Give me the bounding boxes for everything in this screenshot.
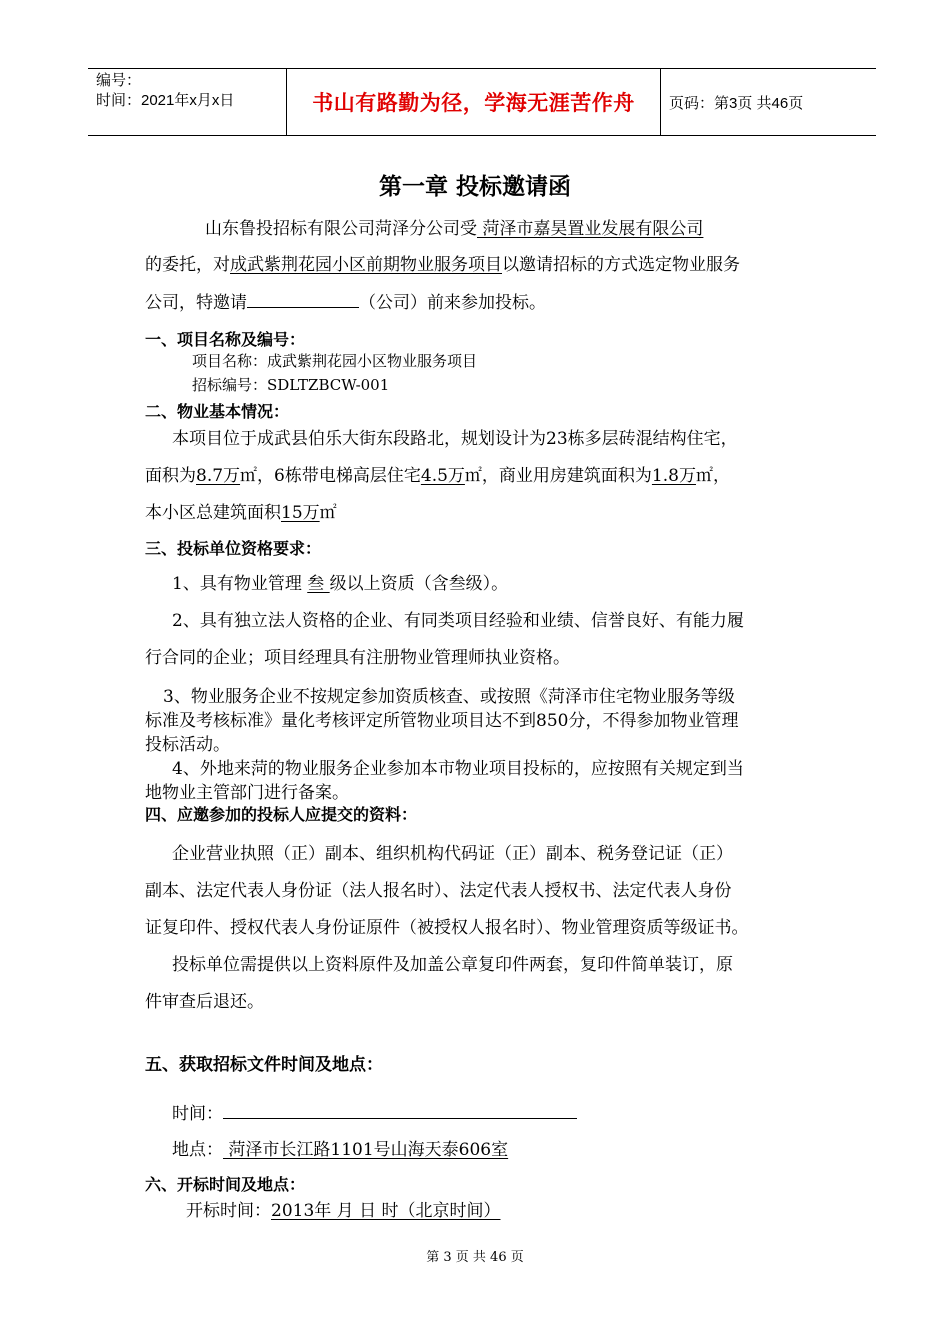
materials-line-2: 副本、法定代表人身份证（法人报名时）、法定代表人授权书、法定代表人身份 (145, 881, 732, 901)
client-name: 菏泽市嘉昊置业发展有限公司 (477, 219, 704, 239)
intro-line-1: 山东鲁投招标有限公司菏泽分公司受 菏泽市嘉昊置业发展有限公司 (205, 219, 704, 239)
chapter-title: 第一章 投标邀请函 (378, 174, 571, 200)
section-1-heading: 一、项目名称及编号： (145, 330, 306, 349)
section-4-heading: 四、应邀参加的投标人应提交的资料： (145, 805, 418, 824)
section-3-heading: 三、投标单位资格要求： (145, 539, 322, 558)
materials-line-5: 件审查后退还。 (145, 992, 264, 1012)
qualification-item-3-line-3: 投标活动。 (145, 735, 230, 755)
collection-time-line: 时间： (172, 1099, 577, 1124)
invitee-blank (247, 291, 359, 308)
header-time: 时间：2021年x月x日 (96, 92, 235, 109)
qualification-item-4-line-2: 地物业主管部门进行备案。 (145, 783, 349, 803)
materials-line-1: 企业营业执照（正）副本、组织机构代码证（正）副本、税务登记证（正） (172, 844, 733, 864)
intro-line-2: 的委托，对成武紫荆花园小区前期物业服务项目以邀请招标的方式选定物业服务 (145, 255, 740, 275)
section-2-heading: 二、物业基本情况： (145, 402, 290, 421)
materials-line-3: 证复印件、授权代表人身份证原件（被授权人报名时）、物业管理资质等级证书。 (145, 918, 749, 938)
opening-time-line: 开标时间：2013年 月 日 时（北京时间） (186, 1201, 501, 1221)
qualification-item-4-line-1: 4、外地来菏的物业服务企业参加本市物业项目投标的，应按照有关规定到当 (172, 759, 744, 779)
header-motto: 书山有路勤为径，学海无涯苦作舟 (287, 69, 661, 135)
property-line-3: 本小区总建筑面积15万㎡ (145, 503, 337, 523)
collection-place: 菏泽市长江路1101号山海天泰606室 (223, 1140, 509, 1160)
collection-time-blank (223, 1102, 577, 1119)
header-meta (88, 69, 287, 135)
qualification-item-3-line-2: 标准及考核标准》量化考核评定所管物业项目达不到850分，不得参加物业管理 (145, 711, 739, 731)
intro-line-3: 公司，特邀请 （公司）前来参加投标。 (145, 293, 546, 313)
tender-code-line: 招标编号：SDLTZBCW-001 (192, 376, 390, 394)
section-6-heading: 六、开标时间及地点： (145, 1175, 306, 1194)
qualification-level: 叁 (307, 574, 330, 594)
qualification-item-1: 1、具有物业管理 叁 级以上资质（含叁级）。 (172, 574, 509, 594)
materials-line-4: 投标单位需提供以上资料原件及加盖公章复印件两套，复印件简单装订，原 (172, 955, 733, 975)
header-number: 编号： (96, 72, 142, 89)
qualification-item-3-line-1: 3、物业服务企业不按规定参加资质核查、或按照《菏泽市住宅物业服务等级 (163, 687, 735, 707)
qualification-item-2-line-1: 2、具有独立法人资格的企业、有同类项目经验和业绩、信誉良好、有能力履 (172, 611, 744, 631)
section-5-heading: 五、获取招标文件时间及地点： (145, 1055, 383, 1075)
opening-time-value: 2013年 月 日 时（北京时间） (271, 1201, 501, 1221)
project-name-underlined: 成武紫荆花园小区前期物业服务项目 (230, 255, 502, 275)
page-header (88, 68, 876, 136)
property-line-2: 面积为8.7万㎡，6栋带电梯高层住宅4.5万㎡，商业用房建筑面积为1.8万㎡， (145, 466, 730, 486)
property-line-1: 本项目位于成武县伯乐大街东段路北，规划设计为23栋多层砖混结构住宅， (172, 429, 738, 449)
page-footer: 第 3 页 共 46 页 (426, 1250, 524, 1265)
header-page-number: 页码：第3页 共46页 (669, 94, 804, 112)
collection-place-line: 地点： 菏泽市长江路1101号山海天泰606室 (172, 1140, 509, 1160)
qualification-item-2-line-2: 行合同的企业；项目经理具有注册物业管理师执业资格。 (145, 648, 570, 668)
project-name-line: 项目名称：成武紫荆花园小区物业服务项目 (192, 352, 478, 370)
